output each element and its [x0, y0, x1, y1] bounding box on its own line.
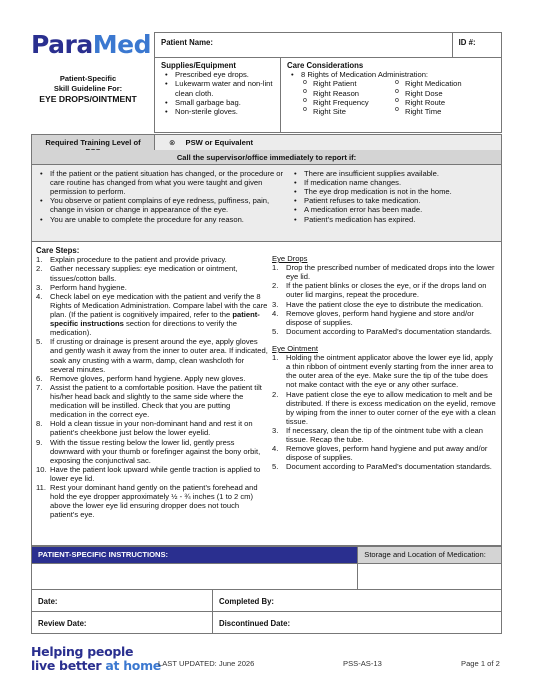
supply-item: • Non-sterile gloves.	[161, 107, 274, 116]
report-item: • There are insufficient supplies available.	[290, 169, 495, 178]
step-text: Have patient close the eye to allow medication to melt and be distributed. If there is excess medication on the eyelid, remove by wiping from the inner to outer corner of the eye with a clean tissue.	[286, 389, 496, 426]
step-item	[36, 283, 268, 292]
completed-by-label: Completed By:	[219, 597, 275, 606]
procedure-column	[272, 254, 497, 472]
step-text: Hold a clean tissue in your non-dominant hand and rest it on patient’s cheekbone just below the lower eyelid.	[50, 419, 253, 438]
report-list-right	[290, 169, 495, 224]
step-text: If the patient blinks or closes the eye, or if the drops land on outer lid margins, repeat the procedure.	[286, 281, 487, 300]
patient-name-field[interactable]	[155, 33, 453, 58]
step-item	[36, 337, 268, 373]
step-number: 1.	[272, 263, 279, 273]
supplies-cell	[155, 58, 281, 133]
logo-med: Med	[92, 30, 151, 59]
step-number: 2.	[272, 281, 279, 291]
right-item: o Right Reason	[301, 89, 393, 98]
eye-drops-title: Eye Drops	[272, 254, 308, 263]
report-item: • You observe or patient complains of eye redness, puffiness, pain, change in vision or change in appearance of the eye.	[36, 196, 286, 214]
step-text: Gather necessary supplies: eye medication or ointment, tissues/cotton balls.	[50, 264, 238, 283]
instructions-header: PATIENT-SPECIFIC INSTRUCTIONS:	[32, 547, 358, 564]
step-number: 10.	[36, 464, 47, 474]
step-number: 4.	[36, 291, 43, 301]
report-item: • You are unable to complete the procedure for any reason.	[36, 215, 286, 224]
step-number: 5.	[272, 326, 279, 336]
supply-item: • Prescribed eye drops.	[161, 70, 274, 79]
step-text: Perform hand hygiene.	[50, 282, 127, 292]
step-number: 5.	[36, 337, 43, 347]
step-number: 2.	[36, 264, 43, 274]
right-item: o Right Site	[301, 107, 393, 116]
step-number: 1.	[36, 255, 43, 265]
eye-ointment-list	[272, 353, 497, 471]
report-item: • Patient’s medication has expired.	[290, 215, 495, 224]
rights-left	[301, 79, 393, 115]
eye-drops-list	[272, 263, 497, 336]
rights-right	[393, 79, 462, 115]
completed-by-field[interactable]	[213, 590, 502, 612]
care-list	[287, 70, 495, 79]
care-intro: • 8 Rights of Medication Administration:	[287, 70, 495, 79]
step-text: Document according to ParaMed’s documentation standards.	[286, 326, 492, 336]
step-text: Remove gloves, perform hand hygiene. Apply new gloves.	[50, 373, 246, 383]
step-text: Have the patient look upward while gentle traction is applied to lower eye lid.	[50, 464, 261, 483]
eye-ointment-item	[272, 462, 497, 471]
rights-grid	[287, 79, 495, 115]
supplies-list	[161, 70, 274, 116]
eye-ointment-item	[272, 353, 497, 389]
care-steps-section	[31, 242, 502, 546]
eye-drops-item	[272, 327, 497, 336]
step-number: 4.	[272, 308, 279, 318]
id-label: ID #:	[458, 38, 476, 47]
step-item	[36, 483, 268, 519]
storage-header: Storage and Location of Medication:	[358, 547, 502, 564]
step-number: 8.	[36, 419, 43, 429]
step-number: 6.	[36, 373, 43, 383]
eye-drops-item	[272, 309, 497, 327]
report-item: • If medication name changes.	[290, 178, 495, 187]
step-number: 1.	[272, 353, 279, 363]
step-item	[36, 292, 268, 338]
care-steps-column	[36, 246, 268, 520]
right-item: o Right Medication	[393, 79, 462, 88]
step-text: Rest your dominant hand gently on the patient’s forehead and hold the eye dropper approximately ½ - ¾ inches (1 to 2 cm) above the lower eye lid ensuring dropper does not touch patient’s eye.	[50, 483, 258, 520]
review-date-field[interactable]	[32, 612, 213, 634]
report-header: Call the supervisor/office immediately to report if:	[31, 150, 502, 165]
step-text-pre: Check label on eye medication with the patient and verify the 8 Rights of Medication Administration. Compare label with the care plan. (If the patient is cognitively impaired, refer to the	[50, 291, 268, 319]
step-number: 5.	[272, 462, 279, 472]
discontinued-date-field[interactable]	[213, 612, 502, 634]
report-reasons	[31, 165, 502, 242]
date-field[interactable]	[32, 590, 213, 612]
care-steps-title: Care Steps:	[36, 246, 80, 255]
subtitle-line2: Skill Guideline For:	[53, 83, 123, 93]
eye-drops-item	[272, 281, 497, 299]
step-number: 3.	[272, 425, 279, 435]
step-text: Drop the prescribed number of medicated drops into the lower eye lid.	[286, 263, 495, 282]
step-text: Remove gloves, perform hand hygiene and store and/or dispose of supplies.	[286, 308, 474, 327]
tagline-line2b: at home	[105, 658, 161, 674]
last-updated: LAST UPDATED: June 2026	[158, 659, 255, 668]
page-number: Page 1 of 2	[461, 659, 500, 668]
step-text-bold: patient-specific instructions	[50, 310, 260, 329]
step-number: 11.	[36, 483, 46, 493]
step-item	[36, 465, 268, 483]
review-date-label: Review Date:	[38, 619, 87, 628]
eye-ointment-title: Eye Ointment	[272, 343, 319, 353]
right-item: o Right Route	[393, 98, 462, 107]
step-item	[36, 419, 268, 437]
step-text: If crusting or drainage is present around the eye, apply gloves and gently wash it away from the inner to outer area. If indicated, soak any crusting with a warm, damp, clean washcloth for several minutes.	[50, 337, 268, 374]
eye-drops-item	[272, 263, 497, 281]
supply-item: • Small garbage bag.	[161, 98, 274, 107]
eye-ointment-item	[272, 390, 497, 426]
storage-field[interactable]	[358, 564, 502, 590]
step-text: Assist the patient to a comfortable position. Have the patient tilt his/her head back and slightly to the same side where the medication will be instilled. Check that you are putting medication in the correct eye.	[50, 382, 262, 420]
paramed-logo	[31, 30, 151, 60]
report-item: • If the patient or the patient situation has changed, or the procedure or care routine has changed from what you were taught and given permission to perform.	[36, 169, 286, 196]
eye-ointment-item	[272, 426, 497, 444]
id-field[interactable]	[452, 33, 501, 58]
step-text: Explain procedure to the patient and provide privacy.	[50, 255, 227, 265]
instructions-field[interactable]	[32, 564, 358, 590]
care-title: Care Considerations	[287, 61, 364, 70]
step-text: With the tissue resting below the lower lid, gently press downward with your thumb or forefinger against the bony orbit, exposing the conjunctival sac.	[50, 437, 261, 465]
step-text-post: section for directions to verify the medication).	[50, 319, 237, 338]
header-table	[154, 32, 502, 133]
step-text: Remove gloves, perform hand hygiene and put away and/or dispose of supplies.	[286, 444, 488, 463]
checkbox-x-icon: ⊗	[169, 138, 176, 147]
training-label: Required Training Level of	[32, 135, 155, 160]
step-number: 7.	[36, 382, 43, 392]
step-number: 3.	[272, 299, 279, 309]
care-steps-list	[36, 255, 268, 519]
step-number: 2.	[272, 389, 279, 399]
step-item	[36, 374, 268, 383]
step-number: 3.	[36, 282, 43, 292]
guideline-title	[18, 74, 158, 105]
step-item	[36, 264, 268, 282]
eye-drops-item	[272, 300, 497, 309]
report-item: • Patient refuses to take medication.	[290, 196, 495, 205]
subtitle-line3: EYE DROPS/OINTMENT	[39, 93, 137, 104]
care-considerations-cell	[281, 58, 502, 133]
right-item: o Right Dose	[393, 89, 462, 98]
report-item: • A medication error has been made.	[290, 205, 495, 214]
step-item	[36, 438, 268, 465]
supplies-title: Supplies/Equipment	[161, 61, 236, 70]
tagline-line1: Helping people	[31, 644, 134, 659]
patient-name-label: Patient Name:	[161, 38, 213, 47]
step-text: Holding the ointment applicator above the lower eye lid, apply a thin ribbon of ointment evenly starting from the inner area to the outer area of the eye. Make sure the tip of the tube does not make contact with the eye or any other surface.	[286, 353, 494, 390]
training-value: PSW or Equivalent	[185, 138, 254, 147]
subtitle-line1: Patient-Specific	[59, 74, 117, 83]
supply-item: • Lukewarm water and non-lint clean cloth.	[161, 79, 274, 97]
footer-tagline	[31, 645, 161, 674]
logo-para: Para	[31, 30, 93, 59]
tagline-line2a: live better	[31, 658, 106, 674]
step-text: If necessary, clean the tip of the ointment tube with a clean tissue. Recap the tube.	[286, 425, 483, 445]
document-code: PSS-AS-13	[343, 659, 382, 668]
discontinued-date-label: Discontinued Date:	[219, 619, 291, 628]
right-item: o Right Patient	[301, 79, 393, 88]
step-number: 9.	[36, 437, 43, 447]
step-item	[36, 383, 268, 419]
report-list-left	[36, 169, 286, 224]
report-item: • The eye drop medication is not in the home.	[290, 187, 495, 196]
eye-ointment-item	[272, 444, 497, 462]
step-number: 4.	[272, 444, 279, 454]
right-item: o Right Time	[393, 107, 462, 116]
step-text: Document according to ParaMed’s documentation standards.	[286, 462, 492, 472]
tagline-line2	[31, 659, 161, 673]
date-label: Date:	[38, 597, 58, 606]
step-item	[36, 255, 268, 264]
instructions-table	[31, 546, 502, 634]
step-text: Have the patient close the eye to distribute the medication.	[286, 299, 484, 309]
right-item: o Right Frequency	[301, 98, 393, 107]
